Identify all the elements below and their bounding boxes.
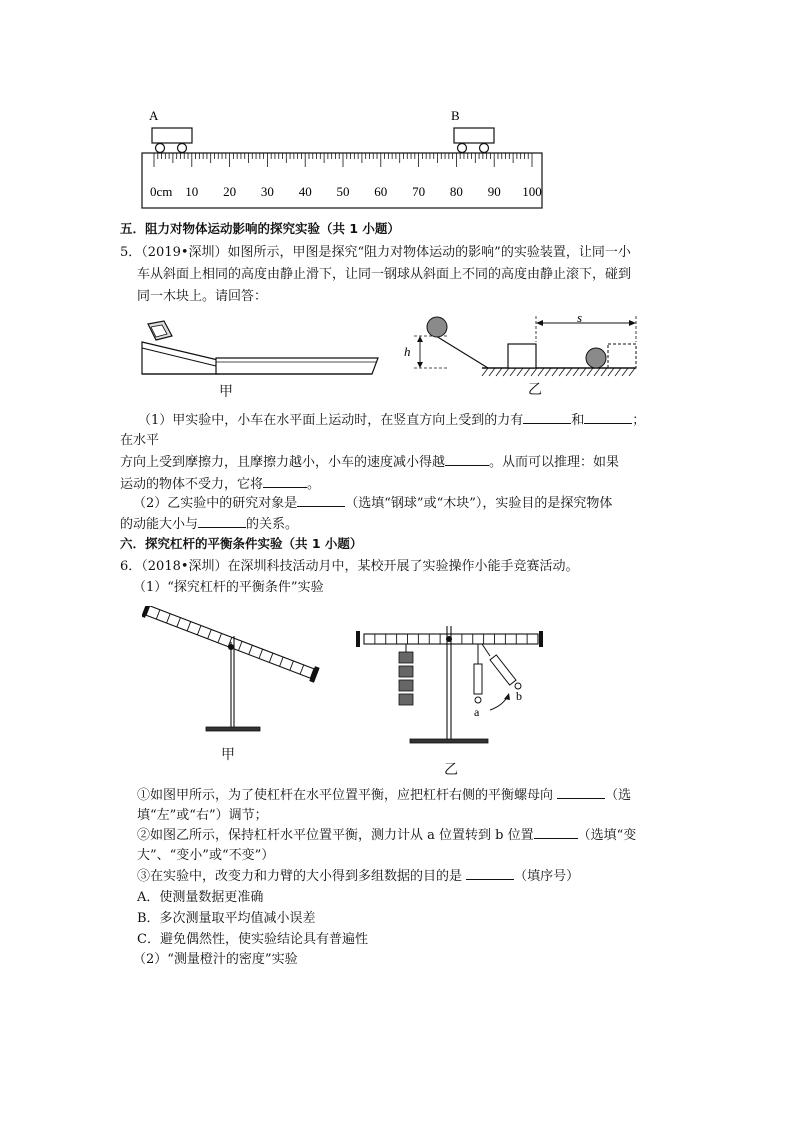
cart-on-ramp [148,321,172,340]
q6-intro: 6．（2018•深圳）在深圳科技活动月中，某校开展了实验操作小能手竞赛活动。 [120,559,579,574]
option-a: A．使测量数据更准确 [137,890,264,905]
cart-b-label: B [451,108,460,123]
cart-a-wheel [156,144,165,153]
answer-blank[interactable] [445,453,489,466]
s-label: s [577,310,583,325]
option-b: B．多次测量取平均值减小误差 [137,911,316,926]
q6-c2-line1: ②如图乙所示，保持杠杆水平位置平衡，测力计从 a 位置转到 b 位置 （选填“变 [137,828,637,843]
q5-intro-line3: 同一木块上。请回答： [137,289,268,304]
steel-ball-bottom [586,348,606,368]
ruler-tick-label: 70 [412,184,426,199]
incline [142,342,218,374]
answer-blank[interactable] [534,826,578,839]
cart-b-wheel [480,144,489,153]
option-c: C．避免偶然性，使实验结论具有普遍性 [137,932,368,947]
stand-base [206,727,260,731]
figure-label-jia: 甲 [219,384,233,400]
q6-sub1: （1）“探究杠杆的平衡条件”实验 [133,580,324,595]
wood-block [508,344,536,368]
steel-ball-top [427,317,447,337]
ramp-cart-figure [138,316,388,406]
cart-b [454,128,494,143]
q5-intro-line2: 车从斜面上相同的高度由静止滑下，让同一钢球从斜面上不同的高度由静止滚下，碰到 [137,267,632,282]
answer-blank[interactable] [557,786,605,799]
ruler-tick-label: 40 [298,184,312,199]
answer-blank[interactable] [523,411,571,424]
h-label: h [404,344,411,359]
position-a-label: a [474,705,480,719]
q5-1-line2: 在水平 [120,433,160,448]
ruler-tick-label: 90 [487,184,501,199]
q5-2-line2: 的动能大小与 的关系。 [120,517,299,532]
q6-c2-line2: 大”、“变小”或“不变”） [137,848,275,863]
ruler-tick-label: 80 [449,184,463,199]
lever-figure-label-yi: 乙 [444,762,458,778]
q6-c1-line2: 填“左”或“右”）调节； [137,808,268,823]
q5-1-line1: （1）甲实验中，小车在水平面上运动时，在竖直方向上受到的力有 和 ； [138,413,646,428]
q6-c3-line1: ③在实验中，改变力和力臂的大小得到多组数据的目的是 （填序号） [137,869,580,884]
answer-blank[interactable] [263,475,307,488]
horizontal-track [216,358,378,374]
section5-heading: 五．阻力对物体运动影响的探究实验（共 1 小题） [120,221,400,236]
ruler-labels [150,184,542,199]
cart-a-wheel [178,144,187,153]
q5-1-line4: 运动的物体不受力，它将 。 [120,477,321,492]
ball-block-figure [396,310,646,378]
spring-scale-b [490,655,516,685]
ruler-tick-label: 20 [223,184,237,199]
section6-heading: 六．探究杠杆的平衡条件实验（共 1 小题） [120,536,363,551]
q5-1-line3: 方向上受到摩擦力，且摩擦力越小，小车的速度减小得越 。从而可以推理：如果 [120,455,620,470]
answer-blank[interactable] [584,411,632,424]
answer-blank[interactable] [198,515,246,528]
ruler-body [142,153,542,208]
ruler-tick-label: 0cm [150,184,173,199]
lever-tilted-figure [142,606,332,748]
cart-b-wheel [458,144,467,153]
block-moved-position [608,344,636,368]
lever-balanced-figure [350,620,550,754]
hanging-weights [399,652,413,705]
stand-base [410,739,488,743]
q5-intro-line1: 5．（2019•深圳）如图所示，甲图是探究“阻力对物体运动的影响”的实验装置，让同一小 [120,245,631,260]
ruler-tick-label: 60 [374,184,388,199]
answer-blank[interactable] [297,494,345,507]
ruler-ticks [154,153,532,167]
position-b-label: b [516,689,522,703]
answer-blank[interactable] [466,867,514,880]
cart-a-label: A [149,108,159,123]
lever-figure-label-jia: 甲 [221,747,235,763]
ruler-tick-label: 100 [522,184,542,199]
q5-2-line1: （2）乙实验中的研究对象是 （选填“钢球”或“木块”），实验目的是探究物体 [133,496,613,511]
figure-label-yi: 乙 [528,382,542,398]
ruler-tick-label: 10 [185,184,199,199]
ruler-figure [140,104,550,210]
cart-a [152,128,192,143]
q6-c1-line1: ①如图甲所示，为了使杠杆在水平位置平衡，应把杠杆右侧的平衡螺母向 （选 [137,788,632,803]
ruler-tick-label: 50 [336,184,350,199]
ruler-tick-label: 30 [260,184,274,199]
q6-sub2: （2）“测量橙汁的密度”实验 [133,952,298,967]
spring-scale-a [474,664,482,694]
